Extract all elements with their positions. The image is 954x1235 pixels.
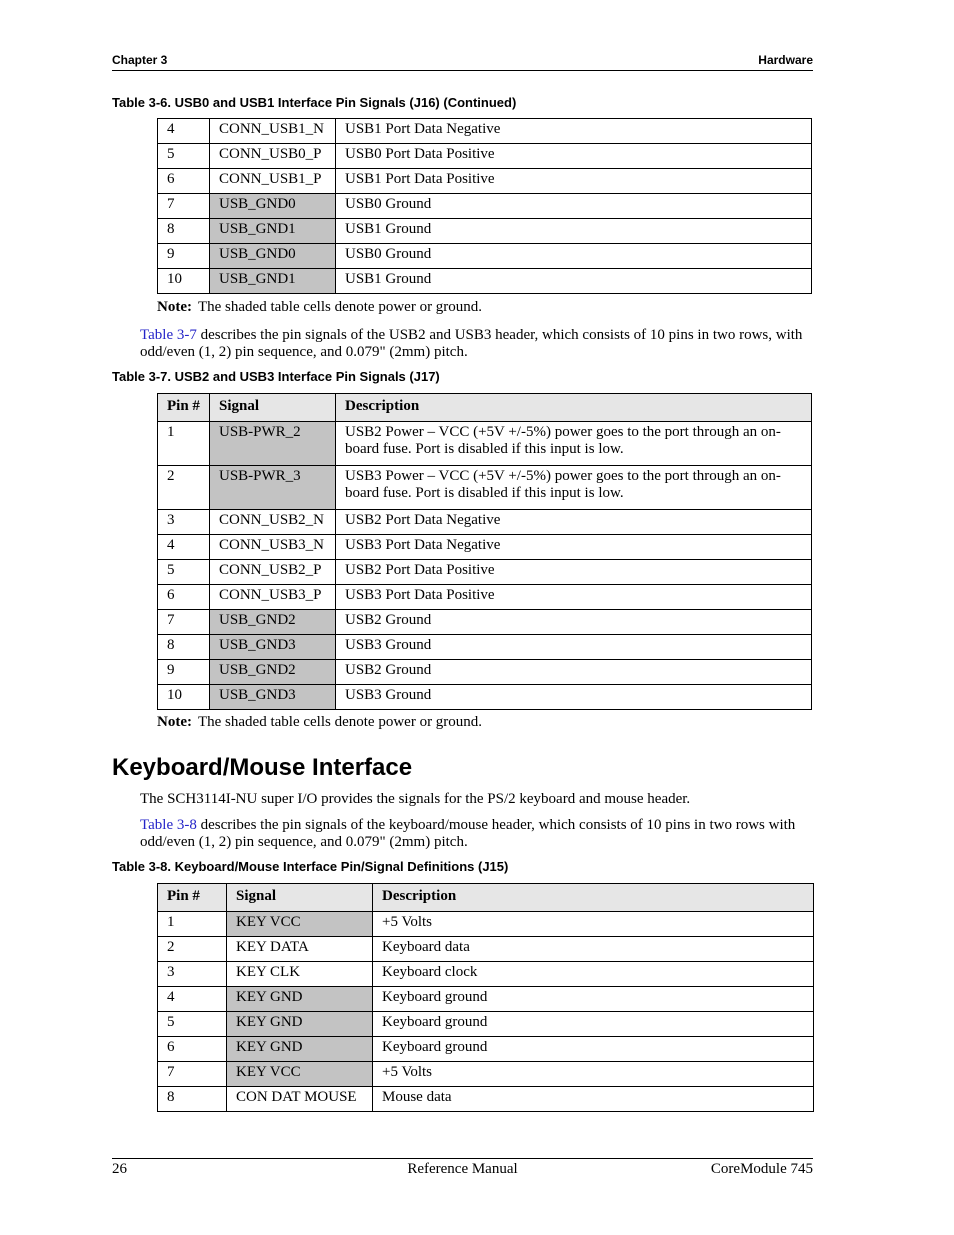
pin-cell: 6	[158, 1037, 227, 1062]
description-cell: USB1 Ground	[336, 269, 812, 294]
document-title: Reference Manual	[407, 1161, 518, 1177]
header-signal: Signal	[210, 394, 336, 422]
table-3-8	[157, 883, 814, 1112]
description-cell: USB0 Ground	[336, 244, 812, 269]
pin-cell: 4	[158, 987, 227, 1012]
header-signal: Signal	[227, 884, 373, 912]
signal-cell: USB-PWR_2	[210, 422, 336, 466]
page-footer	[112, 1158, 813, 1181]
product-name: CoreModule 745	[710, 1161, 813, 1177]
note-label: Note:	[157, 714, 192, 730]
signal-cell: CONN_USB3_P	[210, 585, 336, 610]
signal-cell: USB_GND3	[210, 635, 336, 660]
table-row	[158, 535, 812, 560]
table-row	[158, 169, 812, 194]
signal-cell: KEY GND	[227, 1012, 373, 1037]
table-3-7-link[interactable]: Table 3-7	[140, 327, 197, 343]
paragraph-text: describes the pin signals of the USB2 and USB3 header, which consists of 10 pins in two rows, with odd/even (1, 2) pin sequence, and 0.079" (2mm) pitch.	[140, 327, 803, 360]
signal-cell: USB_GND1	[210, 269, 336, 294]
description-cell: USB0 Port Data Positive	[336, 144, 812, 169]
table-row	[158, 194, 812, 219]
table-3-6	[157, 118, 812, 294]
header-pin: Pin #	[158, 884, 227, 912]
table-row	[158, 962, 814, 987]
description-cell: +5 Volts	[373, 912, 814, 937]
signal-cell: CONN_USB3_N	[210, 535, 336, 560]
description-cell: USB0 Ground	[336, 194, 812, 219]
table-3-7-note	[157, 714, 482, 731]
table-row	[158, 1037, 814, 1062]
table-row	[158, 244, 812, 269]
signal-cell: KEY CLK	[227, 962, 373, 987]
table-row	[158, 422, 812, 466]
signal-cell: CONN_USB0_P	[210, 144, 336, 169]
header-pin: Pin #	[158, 394, 210, 422]
chapter-label: Chapter 3	[112, 53, 168, 67]
table-row	[158, 610, 812, 635]
pin-cell: 2	[158, 937, 227, 962]
paragraph-table-3-7-ref	[140, 327, 812, 361]
pin-cell: 5	[158, 560, 210, 585]
pin-cell: 4	[158, 119, 210, 144]
section-label: Hardware	[758, 53, 813, 67]
signal-cell: CONN_USB2_P	[210, 560, 336, 585]
table-row	[158, 119, 812, 144]
pin-cell: 3	[158, 510, 210, 535]
table-row	[158, 269, 812, 294]
table-row	[158, 912, 814, 937]
table-3-6-caption: Table 3-6. USB0 and USB1 Interface Pin Signals (J16) (Continued)	[112, 95, 517, 110]
signal-cell: CON DAT MOUSE	[227, 1087, 373, 1112]
signal-cell: CONN_USB2_N	[210, 510, 336, 535]
table-row	[158, 585, 812, 610]
table-3-8-link[interactable]: Table 3-8	[140, 817, 197, 833]
table-3-7-caption: Table 3-7. USB2 and USB3 Interface Pin Signals (J17)	[112, 369, 440, 384]
table-row	[158, 937, 814, 962]
description-cell: USB3 Ground	[336, 635, 812, 660]
description-cell: Keyboard ground	[373, 1037, 814, 1062]
table-3-8-caption: Table 3-8. Keyboard/Mouse Interface Pin/Signal Definitions (J15)	[112, 859, 509, 874]
paragraph-table-3-8-ref	[140, 817, 812, 851]
table-row	[158, 635, 812, 660]
description-cell: USB2 Port Data Positive	[336, 560, 812, 585]
signal-cell: CONN_USB1_N	[210, 119, 336, 144]
note-text: The shaded table cells denote power or ground.	[197, 299, 483, 315]
pin-cell: 8	[158, 635, 210, 660]
pin-cell: 4	[158, 535, 210, 560]
pin-cell: 10	[158, 269, 210, 294]
table-row	[158, 685, 812, 710]
description-cell: USB2 Port Data Negative	[336, 510, 812, 535]
table-row	[158, 510, 812, 535]
signal-cell: KEY VCC	[227, 1062, 373, 1087]
signal-cell: KEY GND	[227, 1037, 373, 1062]
description-cell: USB2 Ground	[336, 610, 812, 635]
pin-cell: 5	[158, 1012, 227, 1037]
description-cell: USB1 Ground	[336, 219, 812, 244]
pin-cell: 10	[158, 685, 210, 710]
table-row	[158, 660, 812, 685]
table-3-7	[157, 393, 812, 710]
description-cell: USB1 Port Data Negative	[336, 119, 812, 144]
description-cell: Keyboard clock	[373, 962, 814, 987]
signal-cell: KEY VCC	[227, 912, 373, 937]
description-cell: USB3 Port Data Positive	[336, 585, 812, 610]
description-cell: Keyboard data	[373, 937, 814, 962]
pin-cell: 7	[158, 1062, 227, 1087]
pin-cell: 3	[158, 962, 227, 987]
pin-cell: 1	[158, 912, 227, 937]
table-row	[158, 466, 812, 510]
description-cell: USB2 Power – VCC (+5V +/-5%) power goes to the port through an on-board fuse. Port is disabled if this input is low.	[336, 422, 812, 466]
pin-cell: 1	[158, 422, 210, 466]
description-cell: USB1 Port Data Positive	[336, 169, 812, 194]
signal-cell: KEY GND	[227, 987, 373, 1012]
signal-cell: KEY DATA	[227, 937, 373, 962]
table-row	[158, 987, 814, 1012]
table-row	[158, 560, 812, 585]
pin-cell: 7	[158, 194, 210, 219]
note-label: Note:	[157, 299, 192, 315]
signal-cell: USB_GND2	[210, 660, 336, 685]
description-cell: USB3 Power – VCC (+5V +/-5%) power goes to the port through an on-board fuse. Port is disabled if this input is low.	[336, 466, 812, 510]
description-cell: Keyboard ground	[373, 987, 814, 1012]
table-row	[158, 1012, 814, 1037]
signal-cell: USB_GND2	[210, 610, 336, 635]
description-cell: +5 Volts	[373, 1062, 814, 1087]
header-description: Description	[336, 394, 812, 422]
signal-cell: USB_GND3	[210, 685, 336, 710]
pin-cell: 8	[158, 1087, 227, 1112]
note-text: The shaded table cells denote power or ground.	[197, 714, 483, 730]
page-number: 26	[112, 1161, 127, 1177]
header-description: Description	[373, 884, 814, 912]
pin-cell: 7	[158, 610, 210, 635]
page-header	[112, 52, 813, 71]
pin-cell: 9	[158, 660, 210, 685]
description-cell: Mouse data	[373, 1087, 814, 1112]
signal-cell: USB_GND0	[210, 194, 336, 219]
table-row	[158, 219, 812, 244]
section-title: Keyboard/Mouse Interface	[112, 754, 413, 781]
table-row	[158, 1087, 814, 1112]
table-row	[158, 144, 812, 169]
paragraph-text: describes the pin signals of the keyboard/mouse header, which consists of 10 pins in two rows with odd/even (1, 2) pin sequence, and 0.079" (2mm) pitch.	[140, 817, 796, 850]
description-cell: USB3 Port Data Negative	[336, 535, 812, 560]
description-cell: Keyboard ground	[373, 1012, 814, 1037]
pin-cell: 6	[158, 585, 210, 610]
table-row	[158, 1062, 814, 1087]
signal-cell: CONN_USB1_P	[210, 169, 336, 194]
pin-cell: 2	[158, 466, 210, 510]
signal-cell: USB-PWR_3	[210, 466, 336, 510]
table-header-row	[158, 394, 812, 422]
signal-cell: USB_GND1	[210, 219, 336, 244]
pin-cell: 5	[158, 144, 210, 169]
table-3-6-note	[157, 299, 482, 316]
description-cell: USB3 Ground	[336, 685, 812, 710]
pin-cell: 6	[158, 169, 210, 194]
pin-cell: 8	[158, 219, 210, 244]
description-cell: USB2 Ground	[336, 660, 812, 685]
section-intro: The SCH3114I-NU super I/O provides the signals for the PS/2 keyboard and mouse header.	[140, 791, 691, 807]
signal-cell: USB_GND0	[210, 244, 336, 269]
table-header-row	[158, 884, 814, 912]
pin-cell: 9	[158, 244, 210, 269]
